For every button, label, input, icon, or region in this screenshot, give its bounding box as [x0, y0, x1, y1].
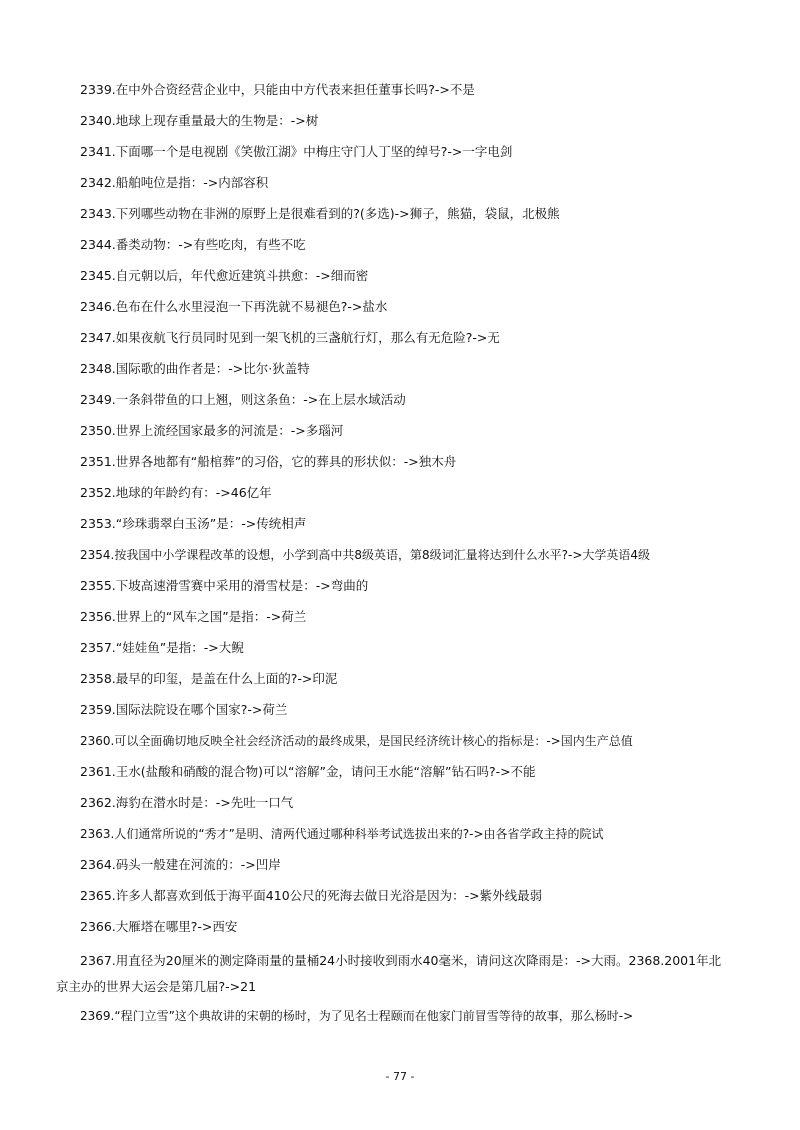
question-2354: 2354.按我国中小学课程改革的设想，小学到高中共8级英语，第8级词汇量将达到什么水平?->大学英语4级 [80, 548, 651, 562]
question-2346: 2346.色布在什么水里浸泡一下再洗就不易褪色?->盐水 [80, 299, 388, 314]
question-2360: 2360.可以全面确切地反映全社会经济活动的最终成果，是国民经济统计核心的指标是：->国内生产总值 [80, 734, 633, 748]
question-2352: 2352.地球的年龄约有：->46亿年 [80, 485, 272, 500]
question-2347: 2347.如果夜航飞行员同时见到一架飞机的三盏航行灯，那么有无危险?->无 [80, 330, 500, 345]
question-2362: 2362.海豹在潜水时是：->先吐一口气 [80, 795, 294, 810]
question-2367-2368: 2367.用直径为20厘米的测定降雨量的量桶24小时接收到雨水40毫米，请问这次降雨是：->大雨。2368.2001年北京主办的世界大运会是第几届?->21 [56, 953, 722, 994]
question-2358: 2358.最早的印玺，是盖在什么上面的?->印泥 [80, 671, 338, 686]
question-2342: 2342.船舶吨位是指：->内部容积 [80, 175, 269, 190]
question-2359: 2359.国际法院设在哪个国家?->荷兰 [80, 702, 288, 717]
question-2356: 2356.世界上的“风车之国”是指：->荷兰 [80, 609, 307, 624]
question-2365: 2365.许多人都喜欢到低于海平面410公尺的死海去做日光浴是因为：->紫外线最弱 [80, 888, 543, 903]
question-2348: 2348.国际歌的曲作者是：->比尔·狄盖特 [80, 361, 310, 376]
question-2349: 2349.一条斜带鱼的口上翘，则这条鱼：->在上层水域活动 [80, 392, 406, 407]
question-2344: 2344.番类动物：->有些吃肉，有些不吃 [80, 237, 306, 252]
question-2361: 2361.王水(盐酸和硝酸的混合物)可以“溶解”金，请问王水能“溶解”钻石吗?->不能 [80, 764, 536, 779]
question-2363: 2363.人们通常所说的“秀才”是明、清两代通过哪种科举考试选拔出来的?->由各省学政主持的院试 [80, 827, 604, 841]
question-2353: 2353.“珍珠翡翠白玉汤”是：->传统相声 [80, 516, 307, 531]
question-2364: 2364.码头一般建在河流的：->凹岸 [80, 857, 281, 872]
question-2357: 2357.“娃娃鱼”是指：->大鲵 [80, 640, 244, 655]
question-2355: 2355.下坡高速滑雪赛中采用的滑雪杖是：->弯曲的 [80, 578, 369, 593]
question-2341: 2341.下面哪一个是电视剧《笑傲江湖》中梅庄守门人丁坚的绰号?->一字电剑 [80, 144, 513, 159]
question-2350: 2350.世界上流经国家最多的河流是：->多瑙河 [80, 423, 344, 438]
question-2339: 2339.在中外合资经营企业中，只能由中方代表来担任董事长吗?->不是 [80, 82, 475, 97]
question-2340: 2340.地球上现存重量最大的生物是：->树 [80, 113, 319, 128]
question-2351: 2351.世界各地都有“船棺葬”的习俗，它的葬具的形状似：->独木舟 [80, 454, 457, 469]
question-2369: 2369.“程门立雪”这个典故讲的宋朝的杨时，为了见名士程颐而在他家门前冒雪等待的故事，那么杨时-> [80, 1009, 634, 1023]
question-2366: 2366.大雁塔在哪里?->西安 [80, 919, 238, 934]
page-number: - 77 - [385, 1070, 415, 1083]
question-2345: 2345.自元朝以后，年代愈近建筑斗拱愈：->细而密 [80, 268, 369, 283]
question-2343: 2343.下列哪些动物在非洲的原野上是很难看到的?(多选)->狮子，熊猫，袋鼠，北极熊 [80, 206, 560, 221]
question-list [56, 80, 730, 1037]
